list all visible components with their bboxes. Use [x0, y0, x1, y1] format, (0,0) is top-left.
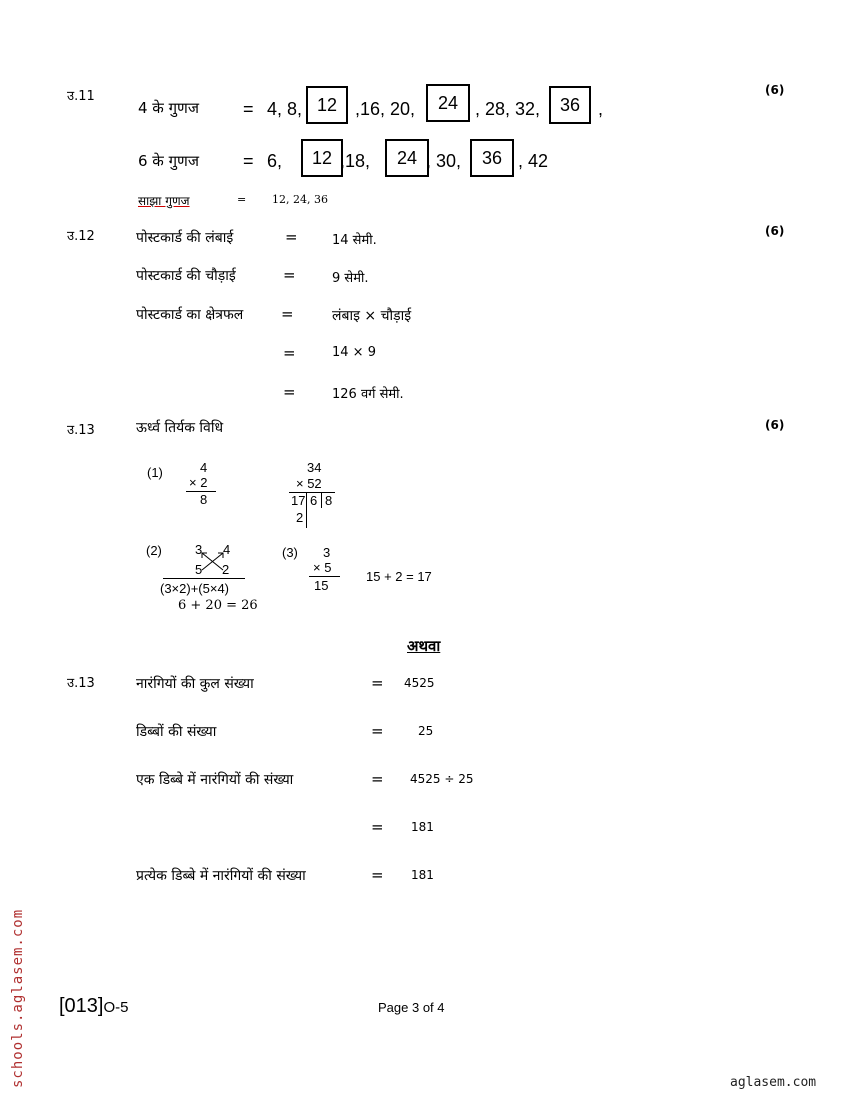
q13-p3-result: 15	[314, 578, 329, 593]
q12-row1-eq: =	[285, 228, 298, 246]
q11-row2-eq: =	[243, 151, 254, 171]
q13-title: ऊर्ध्व तिर्यक विधि	[136, 420, 224, 436]
q12-row4-value: 14 × 9	[332, 345, 376, 360]
q13b-row3-eq: =	[371, 770, 384, 788]
q11-row1-box-36: 36	[549, 86, 591, 124]
q13-p2-d: 2	[222, 562, 230, 577]
q12-row5-value: 126 वर्ग सेमी.	[332, 387, 404, 402]
q13-p1b-c: 8	[325, 493, 333, 508]
q13b-row2-value: 25	[418, 724, 434, 738]
q11-row2-seq-d: , 42	[518, 151, 549, 171]
q13b-row2-label: डिब्बों की संख्या	[136, 724, 217, 740]
q13-p2-rule	[163, 578, 245, 579]
q13-p1-result: 8	[200, 492, 208, 507]
q11-row2-label: 6 के गुणज	[138, 152, 200, 170]
q12-row1-label: पोस्टकार्ड की लंबाई	[136, 230, 234, 246]
q13-p1-label: (1)	[147, 465, 163, 480]
q11-row2-box-24: 24	[385, 139, 429, 177]
q13-p1b-top: 34	[307, 460, 322, 475]
q13b-row3-value: 4525 ÷ 25	[410, 772, 474, 786]
footer-code-main: [013]	[59, 995, 104, 1017]
q12-row4-eq: =	[283, 344, 296, 362]
q11-number: उ.11	[67, 89, 95, 104]
q13-p3-side-calc: 15 + 2 = 17	[366, 569, 432, 584]
q11-row2-seq-b: ,18,	[340, 151, 371, 171]
q11-row1-label: 4 के गुणज	[138, 99, 200, 117]
q13-p2-label: (2)	[146, 543, 162, 558]
q11-row1-seq-a: 4, 8,	[267, 99, 303, 119]
q13b-row2-eq: =	[371, 722, 384, 740]
or-heading: अथवा	[407, 637, 441, 655]
q13-p2-expression: (3×2)+(5×4)	[160, 581, 230, 596]
q12-row1-value: 14 सेमी.	[332, 233, 377, 248]
q13-p1b-a: 17	[291, 493, 306, 508]
q13b-row1-label: नारंगियों की कुल संख्या	[136, 676, 254, 692]
q13-p3-top: 3	[323, 545, 331, 560]
footer-page-number: Page 3 of 4	[378, 1000, 445, 1015]
q13-p1b-divider-2	[321, 492, 322, 508]
footer-code	[59, 995, 129, 1018]
q12-row3-label: पोस्टकार्ड का क्षेत्रफल	[136, 307, 244, 323]
q13b-row4-eq: =	[371, 818, 384, 836]
q13b-row5-label: प्रत्येक डिब्बे में नारंगियों की संख्या	[136, 868, 306, 884]
q11-common-eq: =	[237, 193, 247, 206]
q13-p2-b: 4	[223, 542, 231, 557]
q12-marks: (6)	[765, 224, 785, 238]
q11-row1-box-12: 12	[306, 86, 348, 124]
q11-row2-box-12: 12	[301, 139, 343, 177]
q13-p1b-divider-1	[306, 492, 307, 528]
q13b-row4-value: 181	[411, 820, 434, 834]
q13-p1b-mul: × 52	[296, 476, 322, 491]
q11-row1-seq-d: ,	[598, 99, 604, 119]
q12-number: उ.12	[67, 229, 95, 244]
q13-p2-c: 5	[195, 562, 203, 577]
q11-row1-box-24: 24	[426, 84, 470, 122]
q13-p3-mul: × 5	[313, 560, 332, 575]
q13-p1b-carry: 2	[296, 510, 304, 525]
q13-p1b-b: 6	[310, 493, 318, 508]
side-watermark: schools.aglasem.com	[10, 908, 26, 1088]
q13b-row1-value: 4525	[404, 676, 435, 690]
q11-common-label: साझा गुणज	[138, 194, 190, 208]
q11-common-value: 12, 24, 36	[272, 193, 328, 206]
q11-row1-eq: =	[243, 99, 254, 119]
corner-watermark: aglasem.com	[730, 1075, 817, 1090]
q13b-row5-eq: =	[371, 866, 384, 884]
q12-row3-eq: =	[281, 305, 294, 323]
footer-code-suffix: O-5	[103, 999, 129, 1016]
q12-row2-eq: =	[283, 266, 296, 284]
q13-p2-result: 6 + 20 = 26	[178, 598, 258, 613]
q12-row2-label: पोस्टकार्ड की चौड़ाई	[136, 268, 236, 284]
q12-row2-value: 9 सेमी.	[332, 271, 369, 286]
q12-row3-value: लंबाइ × चौड़ाई	[332, 308, 412, 324]
q13-p3-rule	[309, 576, 340, 577]
q11-marks: (6)	[765, 83, 785, 97]
q13b-row3-label: एक डिब्बे में नारंगियों की संख्या	[136, 772, 294, 788]
q13b-row1-eq: =	[371, 674, 384, 692]
q13-p2-a: 3	[195, 542, 203, 557]
q11-row2-box-36: 36	[470, 139, 514, 177]
q11-row2-seq-a: 6,	[267, 151, 283, 171]
q13-p3-label: (3)	[282, 545, 298, 560]
q11-row1-seq-b: ,16, 20,	[355, 99, 416, 119]
q13b-number: उ.13	[67, 676, 95, 691]
q13-p1-mul: × 2	[189, 475, 208, 490]
q12-row5-eq: =	[283, 383, 296, 401]
q11-row2-seq-c: , 30,	[426, 151, 462, 171]
q13-p1-top: 4	[200, 460, 208, 475]
q13-marks: (6)	[765, 418, 785, 432]
q11-row1-seq-c: , 28, 32,	[475, 99, 541, 119]
q13b-row5-value: 181	[411, 868, 434, 882]
q13-number: उ.13	[67, 423, 95, 438]
